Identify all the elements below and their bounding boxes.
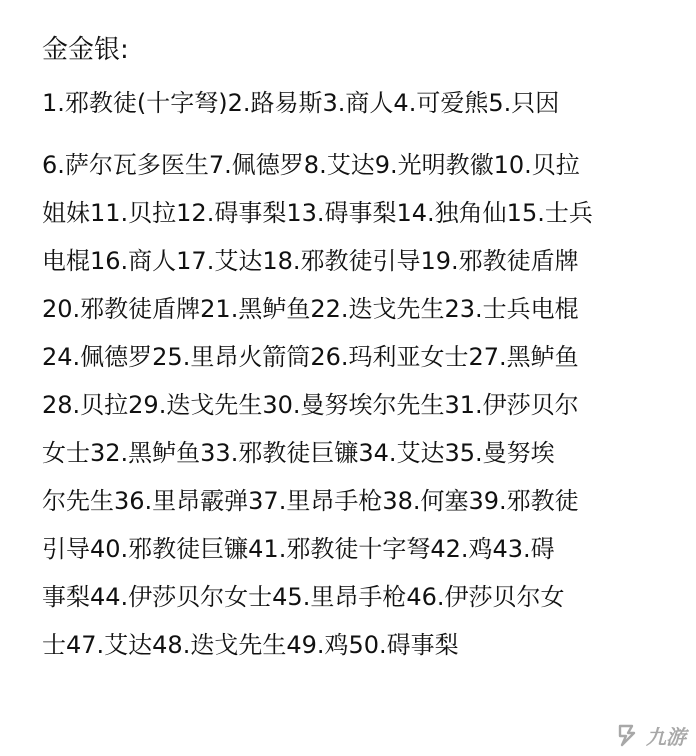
list-heading: 金金银: <box>42 35 129 65</box>
paragraph-line: 女士32.黑鲈鱼33.邪教徒巨镰34.艾达35.曼努埃 <box>42 439 555 467</box>
paragraph-line: 6.萨尔瓦多医生7.佩德罗8.艾达9.光明教徽10.贝拉 <box>42 151 580 179</box>
watermark-text: 九游 <box>646 724 686 749</box>
paragraph-line: 引导40.邪教徒巨镰41.邪教徒十字弩42.鸡43.碍 <box>42 535 555 563</box>
watermark <box>612 720 686 750</box>
paragraph-line: 尔先生36.里昂霰弹37.里昂手枪38.何塞39.邪教徒 <box>42 487 579 515</box>
document-body <box>42 30 682 674</box>
paragraph-1: 1.邪教徒(十字弩)2.路易斯3.商人4.可爱熊5.只因 <box>42 89 560 117</box>
paragraph-line: 28.贝拉29.迭戈先生30.曼努埃尔先生31.伊莎贝尔 <box>42 391 579 419</box>
paragraph-line: 24.佩德罗25.里昂火箭筒26.玛利亚女士27.黑鲈鱼 <box>42 343 579 371</box>
paragraph-line: 姐妹11.贝拉12.碍事梨13.碍事梨14.独角仙15.士兵 <box>42 199 593 227</box>
paragraph-line: 士47.艾达48.迭戈先生49.鸡50.碍事梨 <box>42 631 459 659</box>
paragraph-line: 电棍16.商人17.艾达18.邪教徒引导19.邪教徒盾牌 <box>42 247 579 275</box>
paragraph-line: 20.邪教徒盾牌21.黑鲈鱼22.迭戈先生23.士兵电棍 <box>42 295 579 323</box>
paragraph-line: 事梨44.伊莎贝尔女士45.里昂手枪46.伊莎贝尔女 <box>42 583 565 611</box>
paragraph-2 <box>42 146 682 664</box>
jiuyou-logo-icon <box>612 720 642 750</box>
